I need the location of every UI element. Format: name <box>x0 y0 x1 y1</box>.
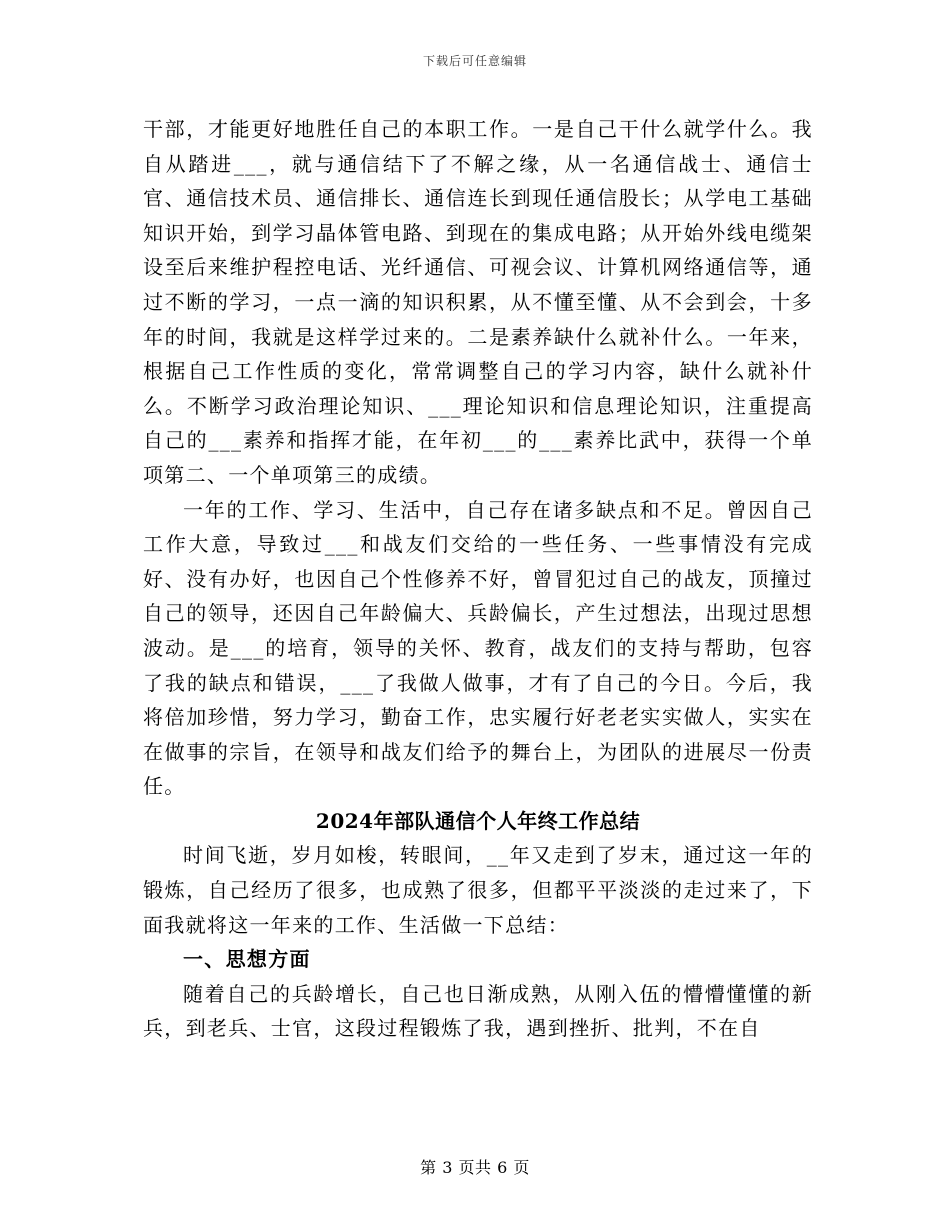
page-number-footer: 第 3 页共 6 页 <box>420 1158 530 1177</box>
paragraph-1: 干部，才能更好地胜任自己的本职工作。一是自己干什么就学什么。我自从踏进___，就与通信结下了不解之缘，从一名通信战士、通信士官、通信技术员、通信排长、通信连长到现任通信股长；从学电工基础知识开始，到学习晶体管电路、到现在的集成电路；从开始外线电缆架设至后来维护程控电话、光纤通信、可视会议、计算机网络通信等，通过不断的学习，一点一滴的知识积累，从不懂至懂、从不会到会，十多年的时间，我就是这样学过来的。二是素养缺什么就补什么。一年来，根据自己工作性质的变化，常常调整自己的学习内容，缺什么就补什么。不断学习政治理论知识、___理论知识和信息理论知识，注重提高自己的___素养和指挥才能，在年初___的___素养比武中，获得一个单项第二、一个单项第三的成绩。 <box>143 117 813 487</box>
paragraph-2: 一年的工作、学习、生活中，自己存在诸多缺点和不足。曾因自己工作大意，导致过___和战友们交给的一些任务、一些事情没有完成好、没有办好，也因自己个性修养不好，曾冒犯过自己的战友，顶撞过自己的领导，还因自己年龄偏大、兵龄偏长，产生过想法，出现过思想波动。是___的培育，领导的关怀、教育，战友们的支持与帮助，包容了我的缺点和错误，___了我做人做事，才有了自己的今日。今后，我将倍加珍惜，努力学习，勤奋工作，忠实履行好老老实实做人，实实在在做事的宗旨，在领导和战友们给予的舞台上，为团队的进展尽一份责任。 <box>143 497 813 799</box>
section-heading-thought: 一、思想方面 <box>183 947 311 972</box>
document-title: 2024年部队通信个人年终工作总结 <box>315 808 641 833</box>
document-body <box>143 112 813 1046</box>
paragraph-3: 时间飞逝，岁月如梭，转眼间，__年又走到了岁末，通过这一年的锻炼，自己经历了很多，也成熟了很多，但都平平淡淡的走过来了，下面我就将这一年来的工作、生活做一下总结： <box>143 843 813 937</box>
page-header: 下载后可任意编辑 <box>422 54 527 68</box>
paragraph-4: 随着自己的兵龄增长，自己也日渐成熟，从刚入伍的懵懵懂懂的新兵，到老兵、士官，这段过程锻炼了我，遇到挫折、批判，不在自 <box>143 981 813 1041</box>
